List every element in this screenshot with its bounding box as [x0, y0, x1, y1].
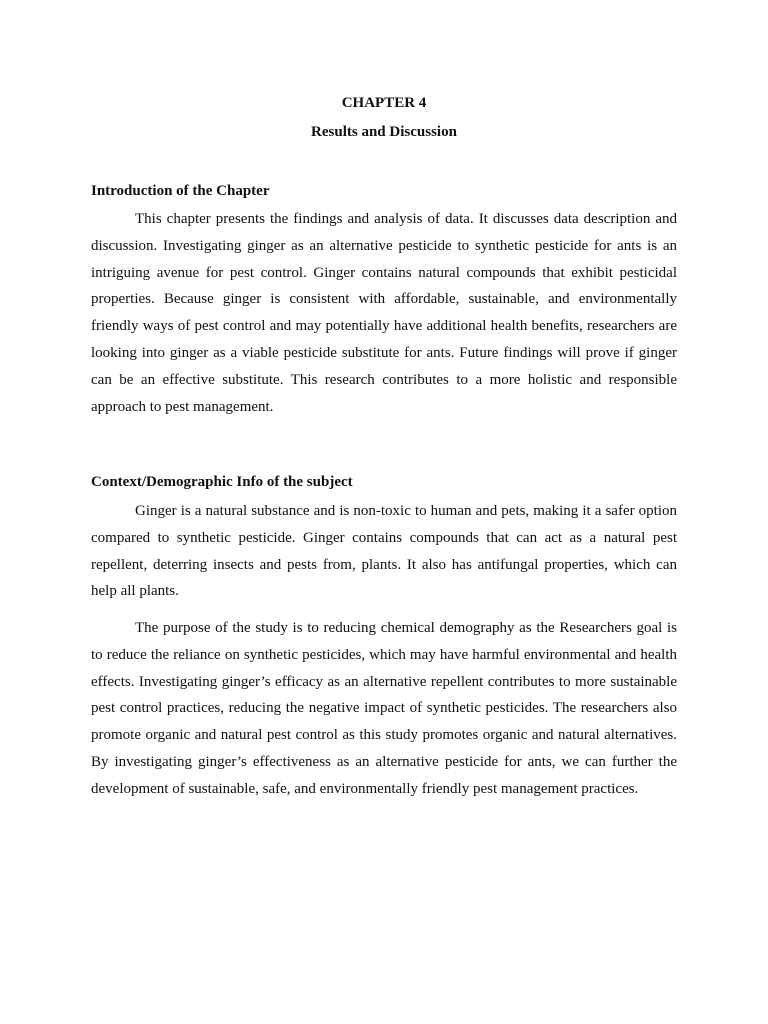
section-heading-context: Context/Demographic Info of the subject — [91, 474, 353, 490]
context-paragraph-1: Ginger is a natural substance and is non-toxic to human and pets, making it a safer option compared to synthetic pesticide. Ginger contains compounds that can act as a natural pest repellent, deterring insects and pests from, plants. It also has antifungal properties, which can help all plants. — [91, 503, 677, 600]
chapter-number: CHAPTER 4 — [341, 95, 427, 111]
introduction-paragraph: This chapter presents the findings and analysis of data. It discusses data description and discussion. Investigating ginger as an alternative pesticide to synthetic pesticide for ants is an intriguing avenue for pest control. Ginger contains natural compounds that exhibit pesticidal properties. Because ginger is consistent with affordable, sustainable, and environmentally friendly ways of pest control and may potentially have additional health benefits, researchers are looking into ginger as a viable pesticide substitute for ants. Future findings will prove if ginger can be an effective substitute. This research contributes to a more holistic and responsible approach to pest management. — [91, 211, 677, 415]
context-paragraph-2: The purpose of the study is to reducing chemical demography as the Researchers goal is to reduce the reliance on synthetic pesticides, which may have harmful environmental and health effects. Investigating ginger’s efficacy as an alternative repellent contributes to more sustainable pest control practices, reducing the negative impact of synthetic pesticides. The researchers also promote organic and natural pest control as this study promotes organic and natural alternatives. By investigating ginger’s effectiveness as an alternative pesticide for ants, we can further the development of sustainable, safe, and environmentally friendly pest management practices. — [91, 620, 677, 797]
section-heading-introduction: Introduction of the Chapter — [91, 183, 270, 199]
chapter-title: Results and Discussion — [311, 124, 457, 140]
